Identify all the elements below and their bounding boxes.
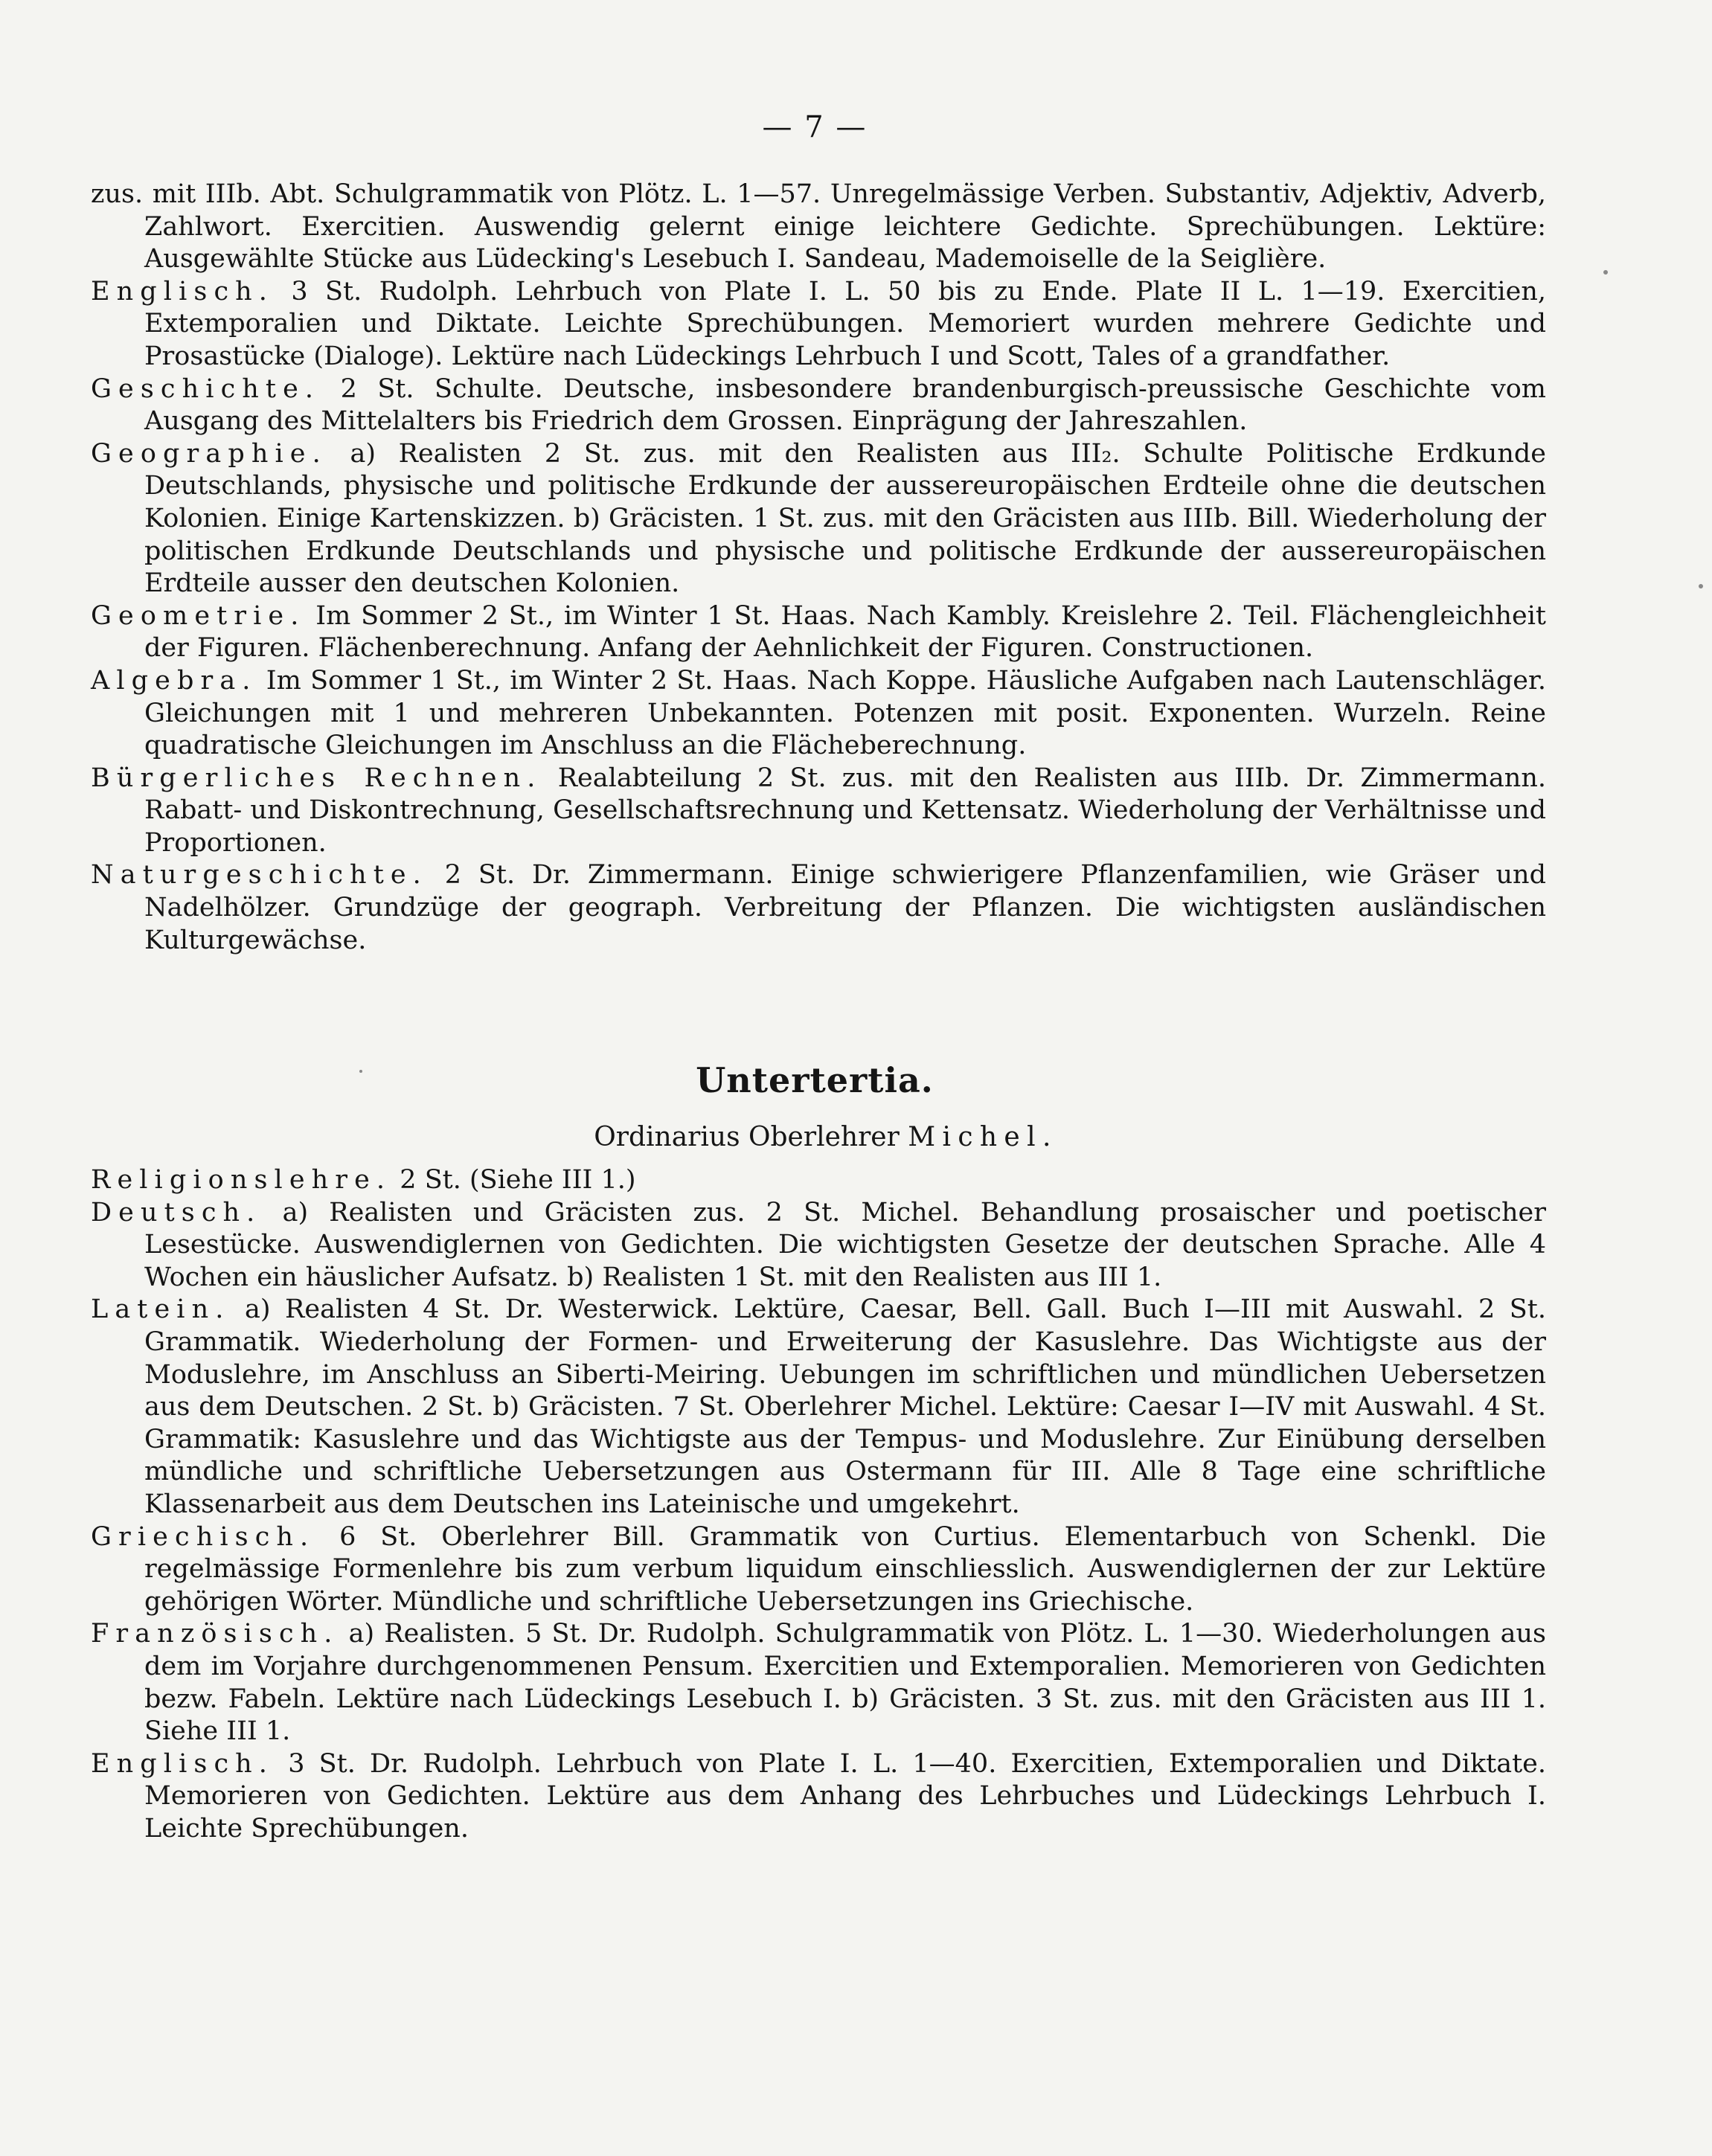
bottom-text-block <box>91 1164 1546 1845</box>
entry-text: a) Realisten 2 St. zus. mit den Realisten aus III₂. Schulte Politische Erdkunde Deutschlands, physische und politische Erdkunde der aussereuropäischen Erdteile ohne die deutschen Kolonien. Einige Kartenskizzen. b) Gräcisten. 1 St. zus. mit den Gräcisten aus IIIb. Bill. Wiederholung der politischen Erdkunde Deutschlands und physische und politische Erdkunde der aussereuropäischen Erdteile ausser den deutschen Kolonien. <box>144 438 1546 599</box>
entry-geschichte <box>91 373 1546 438</box>
subject-label: Deutsch. <box>91 1197 262 1228</box>
subject-label: Englisch. <box>91 276 275 307</box>
subject-label: Griechisch. <box>91 1521 315 1552</box>
entry-text: 2 St. (Siehe III 1.) <box>400 1165 636 1195</box>
continuation-paragraph: zus. mit IIIb. Abt. Schulgrammatik von Plötz. L. 1—57. Unregelmässige Verben. Substantiv, Adjektiv, Adverb, Zahlwort. Exercitien. Auswendig gelernt einige leichtere Gedichte. Sprechübungen. Lektüre: Ausgewählte Stücke aus Lüdecking's Lesebuch I. Sandeau, Mademoiselle de la Seiglière. <box>91 179 1546 275</box>
subject-label: Französisch. <box>91 1619 339 1649</box>
entry-text: 3 St. Rudolph. Lehrbuch von Plate I. L. 50 bis zu Ende. Plate II L. 1—19. Exercitien, Extemporalien und Diktate. Leichte Sprechübungen. Memoriert wurden mehrere Gedichte und Prosastücke (Dialoge). Lektüre nach Lüdeckings Lehrbuch I und Scott, Tales of a grandfather. <box>144 276 1546 371</box>
entry-latein <box>91 1294 1546 1521</box>
page-number: — 7 — <box>762 110 868 144</box>
entry-deutsch <box>91 1197 1546 1294</box>
scan-speck <box>1603 270 1608 275</box>
entry-text: 6 St. Oberlehrer Bill. Grammatik von Curtius. Elementarbuch von Schenkl. Die regelmässige Formenlehre bis zum verbum liquidum einschliesslich. Auswendiglernen der zur Lektüre gehörigen Wörter. Mündliche und schriftliche Uebersetzungen ins Griechische. <box>144 1521 1546 1617</box>
entry-religionslehre <box>91 1164 1546 1197</box>
entry-englisch-iiib <box>91 276 1546 373</box>
subject-label: Bürgerliches Rechnen. <box>91 763 542 793</box>
subject-label: Geometrie. <box>91 600 306 631</box>
entry-text: a) Realisten und Gräcisten zus. 2 St. Michel. Behandlung prosaischer und poetischer Lesestücke. Auswendiglernen von Gedichten. Die wichtigsten Gesetze der deutschen Sprache. Alle 4 Wochen ein häuslicher Aufsatz. b) Realisten 1 St. mit den Realisten aus III 1. <box>144 1197 1546 1292</box>
entry-geometrie <box>91 600 1546 665</box>
scan-speck <box>359 1070 362 1073</box>
entry-text: 2 St. Dr. Zimmermann. Einige schwierigere Pflanzenfamilien, wie Gräser und Nadelhölzer. Grundzüge der geograph. Verbreitung der Pflanzen. Die wichtigsten ausländischen Kulturgewächse. <box>144 860 1546 955</box>
ordinarius-label: Ordinarius Oberlehrer <box>594 1122 900 1152</box>
subject-label: Geschichte. <box>91 373 321 404</box>
entry-text: Im Sommer 2 St., im Winter 1 St. Haas. Nach Kambly. Kreislehre 2. Teil. Flächengleichheit der Figuren. Flächenberechnung. Anfang der Aehnlichkeit der Figuren. Constructionen. <box>144 600 1546 664</box>
entry-algebra <box>91 665 1546 763</box>
entry-geographie <box>91 438 1546 600</box>
section-title: Untertertia. <box>696 1060 934 1100</box>
entry-griechisch <box>91 1521 1546 1619</box>
subject-label: Religionslehre. <box>91 1165 392 1195</box>
subject-label: Algebra. <box>91 665 257 696</box>
entry-englisch-iiii <box>91 1748 1546 1846</box>
subject-label: Geographie. <box>91 438 327 469</box>
subject-label: Naturgeschichte. <box>91 860 428 891</box>
entry-text: a) Realisten 4 St. Dr. Westerwick. Lektüre, Caesar, Bell. Gall. Buch I—III mit Auswahl. 2 St. Grammatik. Wiederholung der Formen- und Erweiterung der Kasuslehre. Das Wichtigste aus der Moduslehre, im Anschluss an Siberti-Meiring. Uebungen im schriftlichen und mündlichen Uebersetzen aus dem Deutschen. 2 St. b) Gräcisten. 7 St. Oberlehrer Michel. Lektüre: Caesar I—IV mit Auswahl. 4 St. Grammatik: Kasuslehre und das Wichtigste aus der Tempus- und Moduslehre. Zur Einübung derselben mündliche und schriftliche Uebersetzungen aus Ostermann für III. Alle 8 Tage eine schriftliche Klassenarbeit aus dem Deutschen ins Lateinische und umgekehrt. <box>144 1294 1546 1519</box>
scan-speck <box>1699 584 1703 588</box>
entry-buergerliches-rechnen <box>91 763 1546 860</box>
subject-label: Latein. <box>91 1294 231 1325</box>
entry-text: 2 St. Schulte. Deutsche, insbesondere brandenburgisch-preussische Geschichte vom Ausgang des Mittelalters bis Friedrich dem Grossen. Einprägung der Jahreszahlen. <box>144 373 1546 437</box>
entry-text: a) Realisten. 5 St. Dr. Rudolph. Schulgrammatik von Plötz. L. 1—30. Wiederholungen aus dem im Vorjahre durchgenommenen Pensum. Exercitien und Extemporalien. Memorieren von Gedichten bezw. Fabeln. Lektüre nach Lüdeckings Lesebuch I. b) Gräcisten. 3 St. zus. mit den Gräcisten aus III 1. Siehe III 1. <box>144 1619 1546 1747</box>
entry-franzoesisch <box>91 1618 1546 1748</box>
entry-text: Realabteilung 2 St. zus. mit den Realisten aus IIIb. Dr. Zimmermann. Rabatt- und Diskontrechnung, Gesellschaftsrechnung und Kettensatz. Wiederholung der Verhältnisse und Proportionen. <box>144 763 1546 858</box>
entry-text: 3 St. Dr. Rudolph. Lehrbuch von Plate I. L. 1—40. Exercitien, Extemporalien und Diktate. Memorieren von Gedichten. Lektüre aus dem Anhang des Lehrbuches und Lüdeckings Lehrbuch I. Leichte Sprechübungen. <box>144 1748 1546 1844</box>
top-text-block <box>91 179 1546 957</box>
entry-naturgeschichte <box>91 859 1546 957</box>
ordinarius-name: Michel. <box>908 1122 1058 1152</box>
entry-text: Im Sommer 1 St., im Winter 2 St. Haas. Nach Koppe. Häusliche Aufgaben nach Lautenschläger. Gleichungen mit 1 und mehreren Unbekannten. Potenzen mit posit. Exponenten. Wurzeln. Reine quadratische Gleichungen im Anschluss an die Flächeberechnung. <box>144 665 1546 761</box>
ordinarius-line <box>0 1122 1652 1152</box>
subject-label: Englisch. <box>91 1748 275 1779</box>
